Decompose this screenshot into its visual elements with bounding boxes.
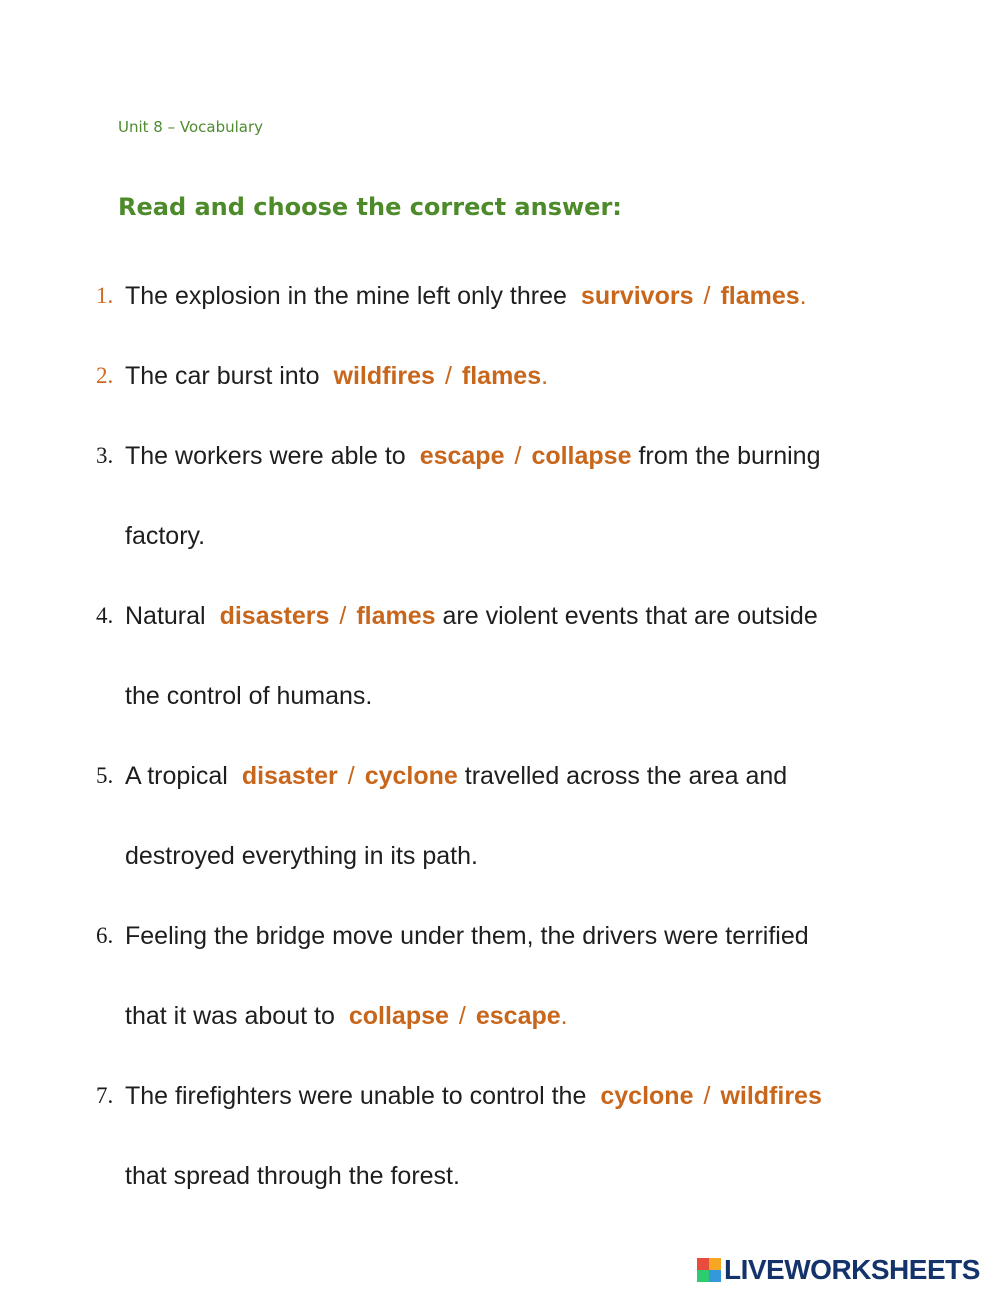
option-disaster[interactable]: disaster <box>241 762 338 790</box>
question-text: The workers were able to <box>125 442 406 470</box>
option-flames[interactable]: flames <box>461 362 542 390</box>
liveworksheets-logo <box>697 1254 980 1286</box>
instruction-heading: Read and choose the correct answer: <box>118 193 622 221</box>
option-cyclone[interactable]: cyclone <box>364 762 458 790</box>
question-text: that it was about to <box>125 1002 335 1030</box>
question-text-after: travelled across the area and <box>457 762 788 790</box>
question-end: . <box>560 1002 568 1030</box>
option-separator: / <box>514 442 522 470</box>
option-flames[interactable]: flames <box>720 282 800 310</box>
item-number: 6. <box>96 923 114 948</box>
option-escape[interactable]: escape <box>419 442 505 470</box>
question-6-continuation <box>125 1000 568 1032</box>
question-text-after: are violent events that are outside <box>435 602 818 630</box>
option-separator: / <box>458 1002 466 1030</box>
option-collapse[interactable]: collapse <box>348 1002 449 1030</box>
item-number: 2. <box>96 363 114 388</box>
item-number: 1. <box>96 283 114 308</box>
option-collapse[interactable]: collapse <box>531 442 632 470</box>
question-text: A tropical <box>125 762 228 790</box>
question-3 <box>125 440 821 472</box>
question-1 <box>125 280 807 312</box>
question-text: Natural <box>125 602 206 630</box>
option-flames[interactable]: flames <box>356 602 436 630</box>
option-disasters[interactable]: disasters <box>219 602 330 630</box>
question-3-continuation: factory. <box>125 522 206 550</box>
question-5 <box>125 760 787 792</box>
item-number: 4. <box>96 603 114 628</box>
option-survivors[interactable]: survivors <box>580 282 694 310</box>
option-wildfires[interactable]: wildfires <box>333 362 435 390</box>
option-separator: / <box>703 282 711 310</box>
question-text-after: from the burning <box>631 442 821 470</box>
question-end: . <box>799 282 807 310</box>
option-separator: / <box>339 602 347 630</box>
question-6: Feeling the bridge move under them, the drivers were terrified <box>125 922 809 950</box>
question-7 <box>125 1080 822 1112</box>
option-cyclone[interactable]: cyclone <box>600 1082 694 1110</box>
question-2 <box>125 360 548 392</box>
option-escape[interactable]: escape <box>475 1002 561 1030</box>
question-5-continuation: destroyed everything in its path. <box>125 842 478 870</box>
logo-text: LIVEWORKSHEETS <box>724 1254 980 1285</box>
liveworksheets-logo-icon <box>697 1258 721 1282</box>
question-7-continuation: that spread through the forest. <box>125 1162 460 1190</box>
option-separator: / <box>444 362 452 390</box>
question-end: . <box>541 362 549 390</box>
question-text: The firefighters were unable to control the <box>125 1082 587 1110</box>
question-4 <box>125 600 818 632</box>
question-text: The car burst into <box>125 362 320 390</box>
item-number: 5. <box>96 763 114 788</box>
option-wildfires[interactable]: wildfires <box>720 1082 822 1110</box>
option-separator: / <box>347 762 355 790</box>
option-separator: / <box>703 1082 711 1110</box>
item-number: 7. <box>96 1083 114 1108</box>
question-text: The explosion in the mine left only three <box>125 282 567 310</box>
item-number: 3. <box>96 443 114 468</box>
unit-label: Unit 8 – Vocabulary <box>118 118 264 136</box>
question-4-continuation: the control of humans. <box>125 682 373 710</box>
